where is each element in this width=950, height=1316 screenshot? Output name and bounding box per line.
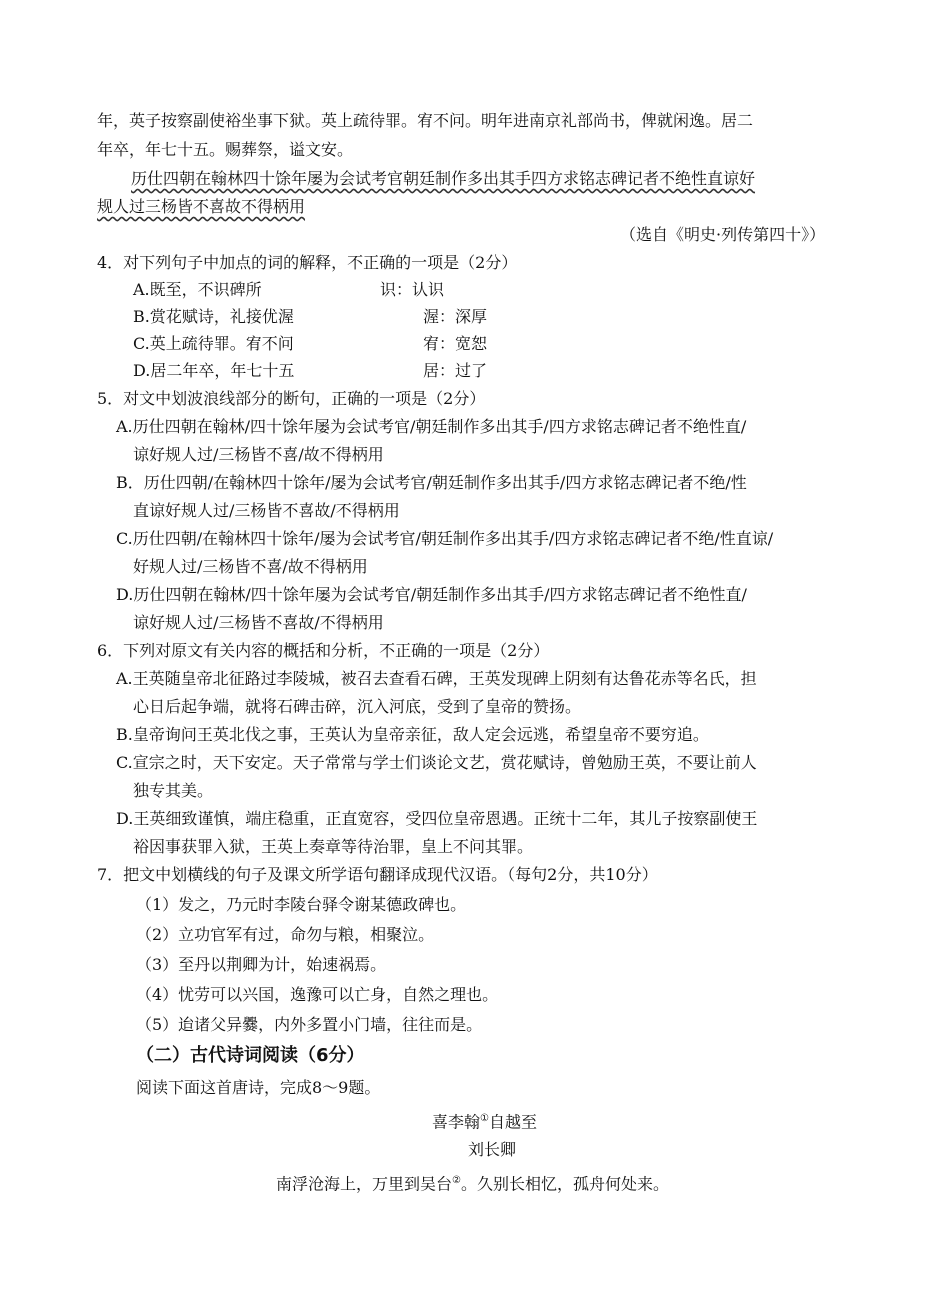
section-heading: （二）古代诗词阅读（6分） (136, 1045, 365, 1066)
q6-option-a-line-2: 心日后起争端，就将石碑击碎，沉入河底，受到了皇帝的赞扬。 (133, 697, 582, 716)
q7-item-4: （4）忧劳可以兴国，逸豫可以亡身，自然之理也。 (136, 985, 499, 1004)
q4-stem: 4．对下列句子中加点的词的解释，不正确的一项是（2分） (97, 253, 518, 272)
q6-option-d-line-1: D.王英细致谨慎，端庄稳重，正直宽容，受四位皇帝恩遇。正统十二年，其儿子按察副使王 (116, 809, 758, 828)
q4-option-d: D.居二年卒，年七十五 (133, 361, 295, 380)
q5-option-a-line-1: A.历仕四朝在翰林/四十馀年屡为会试考官/朝廷制作多出其手/四方求铭志碑记者不绝性直/ (116, 417, 747, 436)
poem-title-tail: 自越至 (488, 1112, 537, 1132)
poem-line-1-part-b: 。久别长相忆，孤舟何处来。 (460, 1174, 669, 1194)
q4-option-c: C.英上疏待罪。宥不问 (133, 334, 294, 353)
q5-option-d-line-2: 谅好规人过/三杨皆不喜故/不得柄用 (133, 613, 384, 632)
q7-item-5: （5）迨诸父异爨，内外多置小门墙，往往而是。 (136, 1015, 483, 1034)
wavy-text-2: 规人过三杨皆不喜故不得柄用 (97, 197, 306, 216)
poem-title (432, 1108, 537, 1133)
poem-line-1 (276, 1170, 669, 1195)
q7-stem: 7．把文中划横线的句子及课文所学语句翻译成现代汉语。（每句2分，共10分） (97, 865, 658, 884)
q6-option-a-line-1: A.王英随皇帝北征路过李陵城，被召去查看石碑，王英发现碑上阴刻有达鲁花赤等名氏，担 (116, 669, 757, 688)
q5-option-c-line-1: C.历仕四朝/在翰林四十馀年/屡为会试考官/朝廷制作多出其手/四方求铭志碑记者不绝/性直谅/ (116, 529, 774, 548)
q5-option-d-line-1: D.历仕四朝在翰林/四十馀年屡为会试考官/朝廷制作多出其手/四方求铭志碑记者不绝性直/ (116, 585, 747, 604)
q4-option-d-gloss: 居：过了 (423, 361, 488, 380)
q5-stem: 5．对文中划波浪线部分的断句，正确的一项是（2分） (97, 389, 486, 408)
q6-option-c-line-2: 独专其美。 (133, 781, 214, 800)
q5-option-b-line-2: 直谅好规人过/三杨皆不喜故/不得柄用 (133, 501, 400, 520)
poem-title-main: 喜李翰 (432, 1112, 481, 1132)
q4-option-b: B.赏花赋诗，礼接优渥 (133, 307, 294, 326)
section-intro: 阅读下面这首唐诗，完成8～9题。 (136, 1078, 381, 1097)
q7-item-2: （2）立功官军有过，命勿与粮，相聚泣。 (136, 925, 435, 944)
q7-item-1: （1）发之，乃元时李陵台驿令谢某德政碑也。 (136, 895, 467, 914)
q6-option-c-line-1: C.宣宗之时，天下安定。天子常常与学士们谈论文艺，赏花赋诗，曾勉励王英，不要让前人 (116, 753, 757, 772)
q4-option-c-gloss: 宥：宽恕 (423, 334, 488, 353)
q4-option-a-gloss: 识：认识 (380, 280, 445, 299)
poem-title-footnote-marker: ① (480, 1113, 489, 1124)
poem-author: 刘长卿 (468, 1140, 517, 1159)
q6-option-b-line-1: B.皇帝询问王英北伐之事，王英认为皇帝亲征，敌人定会远逃，希望皇帝不要穷追。 (116, 725, 709, 744)
passage-line-2: 年卒，年七十五。赐葬祭，谥文安。 (97, 140, 354, 159)
source-citation: （选自《明史·列传第四十》） (620, 225, 826, 244)
q6-stem: 6．下列对原文有关内容的概括和分析，不正确的一项是（2分） (97, 641, 550, 660)
passage-line-1: 年，英子按察副使裕坐事下狱。英上疏待罪。宥不问。明年进南京礼部尚书，俾就闲逸。居二 (97, 111, 754, 130)
q4-option-a: A.既至，不识碑所 (133, 280, 262, 299)
poem-line-1-part-a: 南浮沧海上，万里到吴台 (276, 1174, 453, 1194)
poem-line-1-footnote-marker: ② (452, 1175, 461, 1186)
q5-option-c-line-2: 好规人过/三杨皆不喜/故不得柄用 (133, 557, 368, 576)
wavy-underlined-line-1 (131, 168, 755, 190)
wavy-underlined-line-2 (97, 196, 305, 218)
q5-option-a-line-2: 谅好规人过/三杨皆不喜/故不得柄用 (133, 445, 384, 464)
wavy-text-1: 历仕四朝在翰林四十馀年屡为会试考官朝廷制作多出其手四方求铭志碑记者不绝性直谅好 (131, 169, 756, 188)
q6-option-d-line-2: 裕因事获罪入狱，王英上奏章等待治罪，皇上不问其罪。 (133, 837, 534, 856)
q4-option-b-gloss: 渥：深厚 (423, 307, 488, 326)
q7-item-3: （3）至丹以荆卿为计，始速祸焉。 (136, 955, 387, 974)
q5-option-b-line-1: B．历仕四朝/在翰林四十馀年/屡为会试考官/朝廷制作多出其手/四方求铭志碑记者不绝/性 (116, 473, 747, 492)
